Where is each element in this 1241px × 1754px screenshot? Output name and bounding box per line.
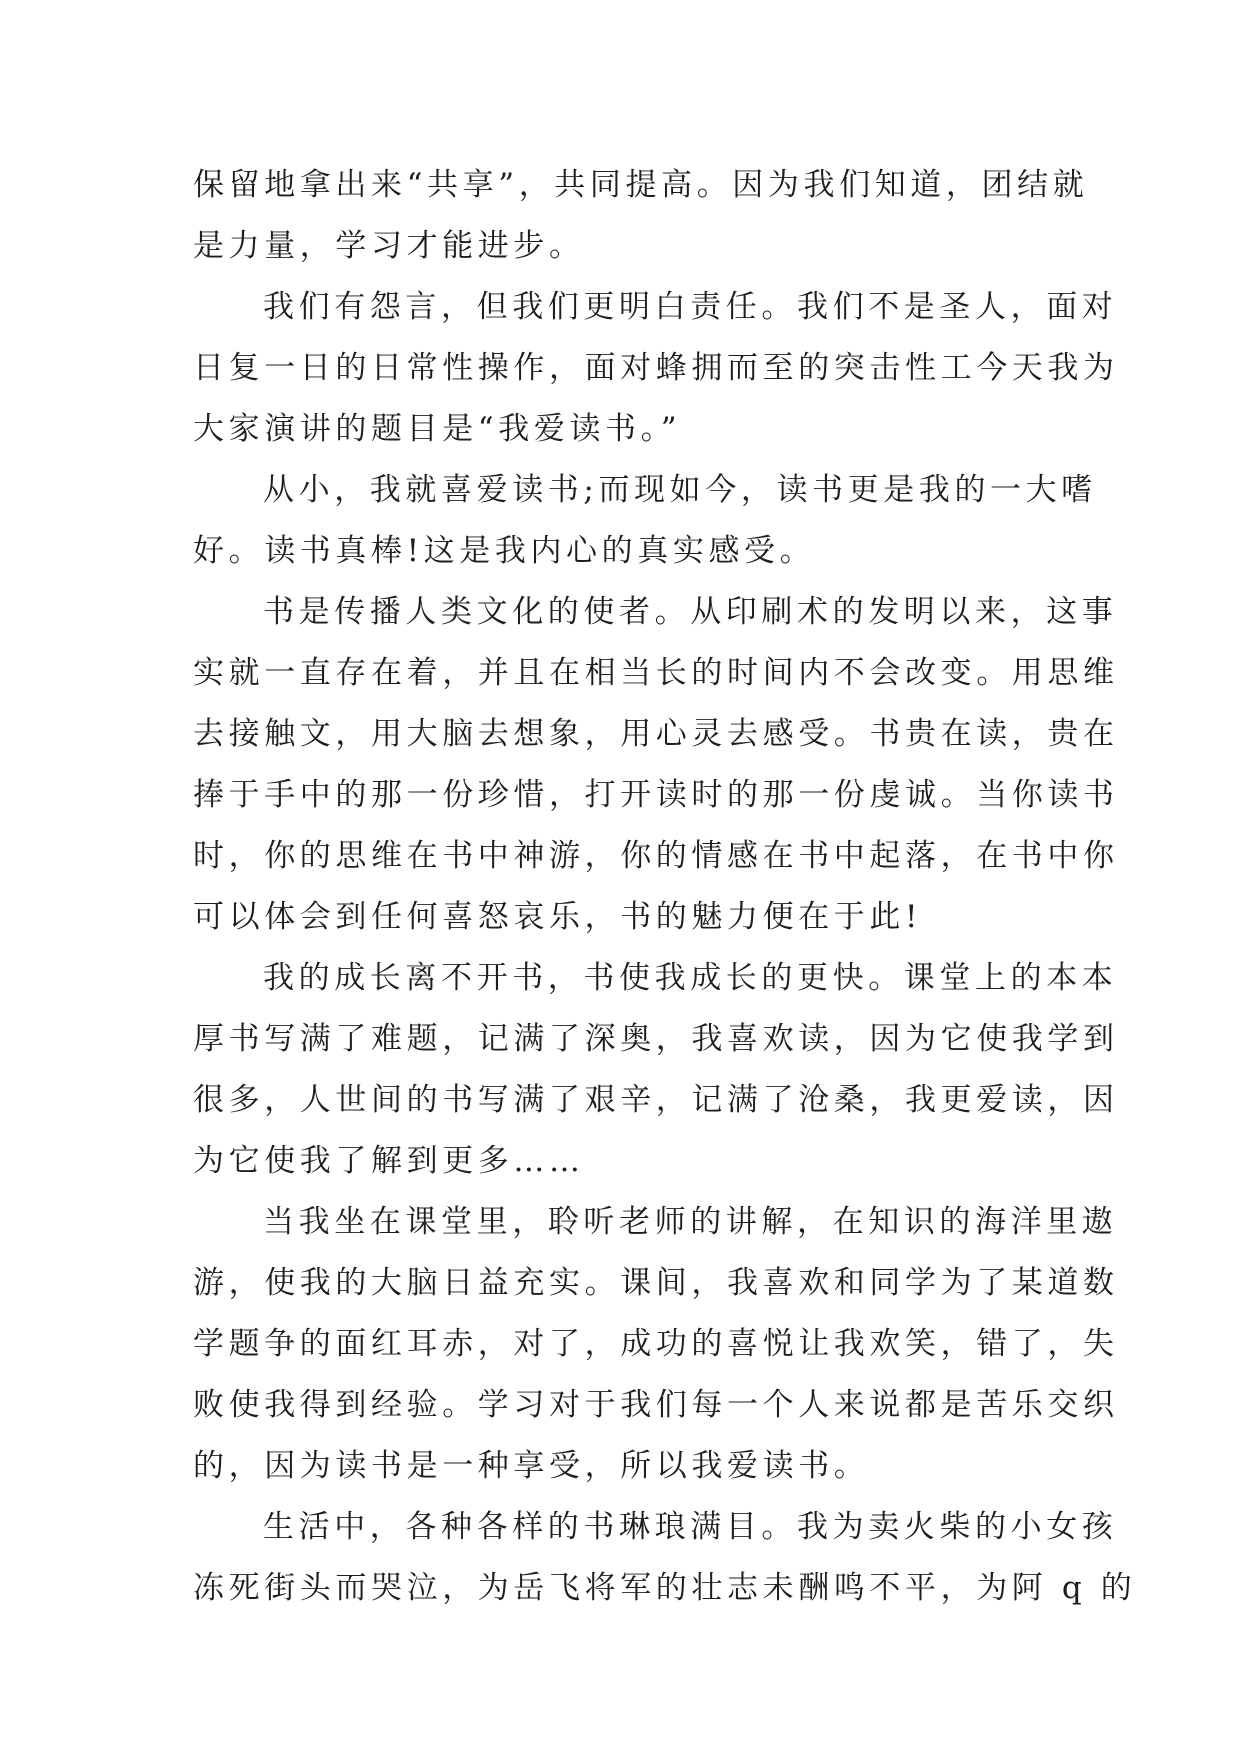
text-line: 大家演讲的题目是“我爱读书。” [193, 411, 682, 447]
text-line: 捧于手中的那一份珍惜，打开读时的那一份虔诚。当你读书 [193, 777, 1119, 813]
text-line: 实就一直存在着，并且在相当长的时间内不会改变。用思维 [193, 655, 1119, 691]
text-line: 为它使我了解到更多…… [193, 1143, 585, 1179]
text-line: 时，你的思维在书中神游，你的情感在书中起落，在书中你 [193, 838, 1119, 874]
paragraph-start-line: 书是传播人类文化的使者。从印刷术的发明以来，这事 [263, 594, 1118, 630]
paragraph-start-line: 生活中，各种各样的书琳琅满目。我为卖火柴的小女孩 [263, 1509, 1118, 1545]
paragraph-start-line: 当我坐在课堂里，聆听老师的讲解，在知识的海洋里遨 [263, 1204, 1118, 1240]
text-line: 冻死街头而哭泣，为岳飞将军的壮志未酬鸣不平，为阿 q 的 [193, 1570, 1137, 1606]
text-line: 去接触文，用大脑去想象，用心灵去感受。书贵在读，贵在 [193, 716, 1119, 752]
text-line: 保留地拿出来“共享”，共同提高。因为我们知道，团结就 [193, 167, 1089, 203]
text-line: 学题争的面红耳赤，对了，成功的喜悦让我欢笑，错了，失 [193, 1326, 1119, 1362]
text-line: 日复一日的日常性操作，面对蜂拥而至的突击性工今天我为 [193, 350, 1119, 386]
paragraph-start-line: 我们有怨言，但我们更明白责任。我们不是圣人，面对 [263, 289, 1118, 325]
paragraph-start-line: 从小，我就喜爱读书;而现如今，读书更是我的一大嗜 [263, 472, 1097, 508]
text-line: 好。读书真棒!这是我内心的真实感受。 [193, 533, 816, 569]
text-line: 很多，人世间的书写满了艰辛，记满了沧桑，我更爱读，因 [193, 1082, 1119, 1118]
text-line: 厚书写满了难题，记满了深奥，我喜欢读，因为它使我学到 [193, 1021, 1119, 1057]
paragraph-start-line: 我的成长离不开书，书使我成长的更快。课堂上的本本 [263, 960, 1118, 996]
text-line: 可以体会到任何喜怒哀乐，书的魅力便在于此! [193, 899, 923, 935]
text-line: 的，因为读书是一种享受，所以我爱读书。 [193, 1448, 870, 1484]
document-text-body [193, 155, 1137, 1619]
text-line: 游，使我的大脑日益充实。课间，我喜欢和同学为了某道数 [193, 1265, 1119, 1301]
text-line: 是力量，学习才能进步。 [193, 228, 585, 264]
text-line: 败使我得到经验。学习对于我们每一个人来说都是苦乐交织 [193, 1387, 1119, 1423]
